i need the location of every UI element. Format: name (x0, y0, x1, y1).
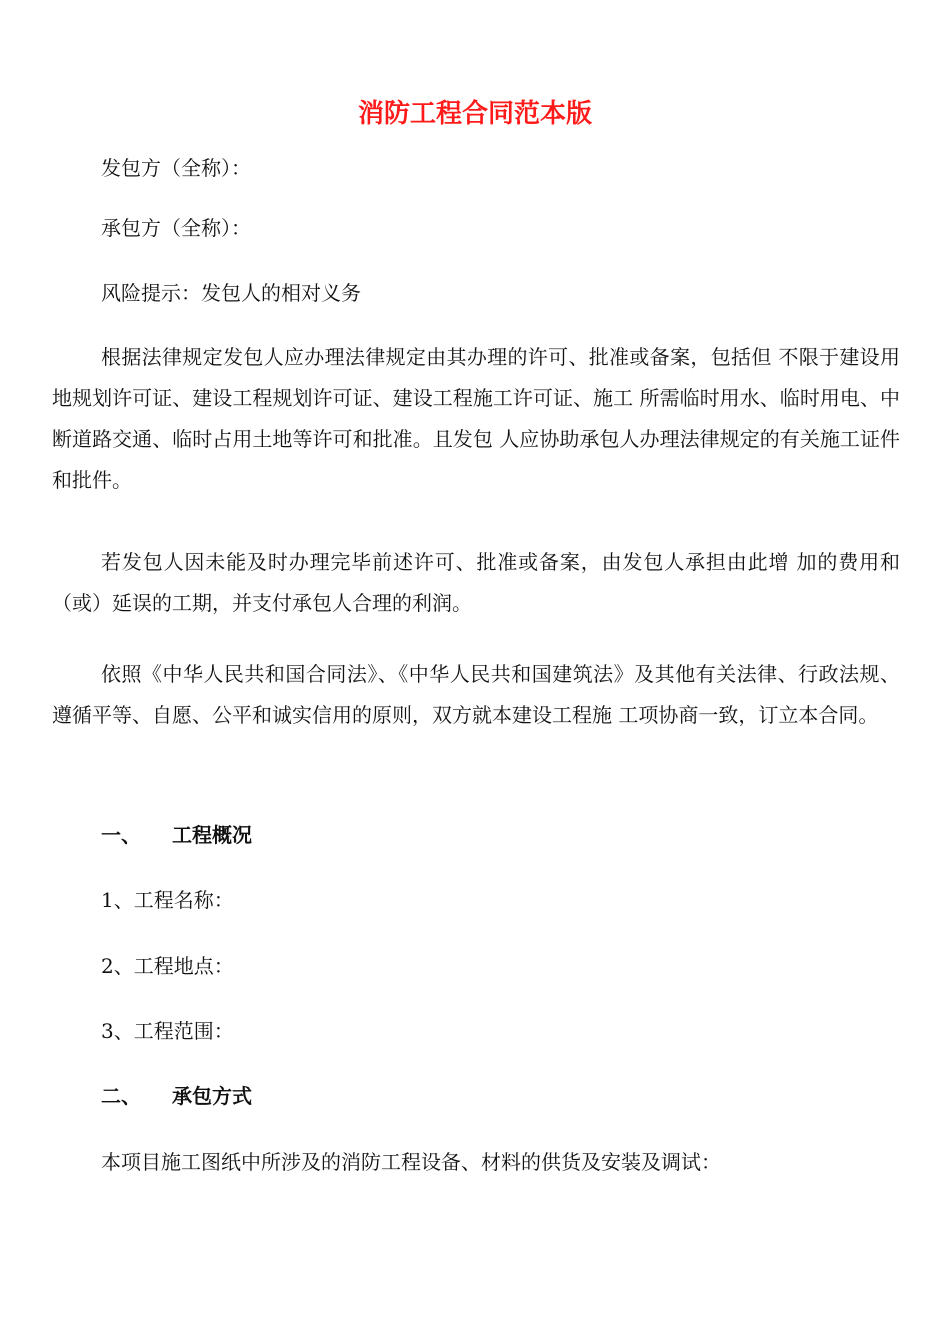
section-number: 一、 (101, 823, 141, 847)
section-title: 工程概况 (172, 823, 252, 847)
paragraph-permits: 根据法律规定发包人应办理法律规定由其办理的许可、批准或备案，包括但 不限于建设用地规划许可证、建设工程规划许可证、建设工程施工许可证、施工 所需临时用水、临时用电、中断道路交通、临时占用土地等许可和批准。且发包 人应协助承包人办理法律规定的有关施工证件和批件。 (52, 345, 900, 492)
section2-body: 本项目施工图纸中所涉及的消防工程设备、材料的供货及安装及调试： (101, 1150, 721, 1174)
risk-note: 风险提示：发包人的相对义务 (101, 281, 361, 305)
party-b-label: 承包方（全称）： (101, 216, 251, 240)
item-project-name: 1、工程名称： (101, 888, 234, 912)
paragraph-legal-basis: 依照《中华人民共和国合同法》、《中华人民共和国建筑法》及其他有关法律、行政法规、遵循平等、自愿、公平和诚实信用的原则，双方就本建设工程施 工项协商一致，订立本合同。 (52, 662, 900, 727)
document-title: 消防工程合同范本版 (357, 99, 592, 129)
item-project-location: 2、工程地点： (101, 954, 234, 978)
section-number: 二、 (101, 1084, 141, 1108)
section-heading-contract-mode (101, 1082, 252, 1110)
item-project-scope: 3、工程范围： (101, 1019, 234, 1043)
party-a-label: 发包方（全称）： (101, 156, 251, 180)
section-title: 承包方式 (172, 1084, 252, 1108)
paragraph-liability: 若发包人因未能及时办理完毕前述许可、批准或备案，由发包人承担由此增 加的费用和（或）延误的工期，并支付承包人合理的利润。 (52, 550, 900, 615)
section-heading-overview (101, 821, 252, 849)
